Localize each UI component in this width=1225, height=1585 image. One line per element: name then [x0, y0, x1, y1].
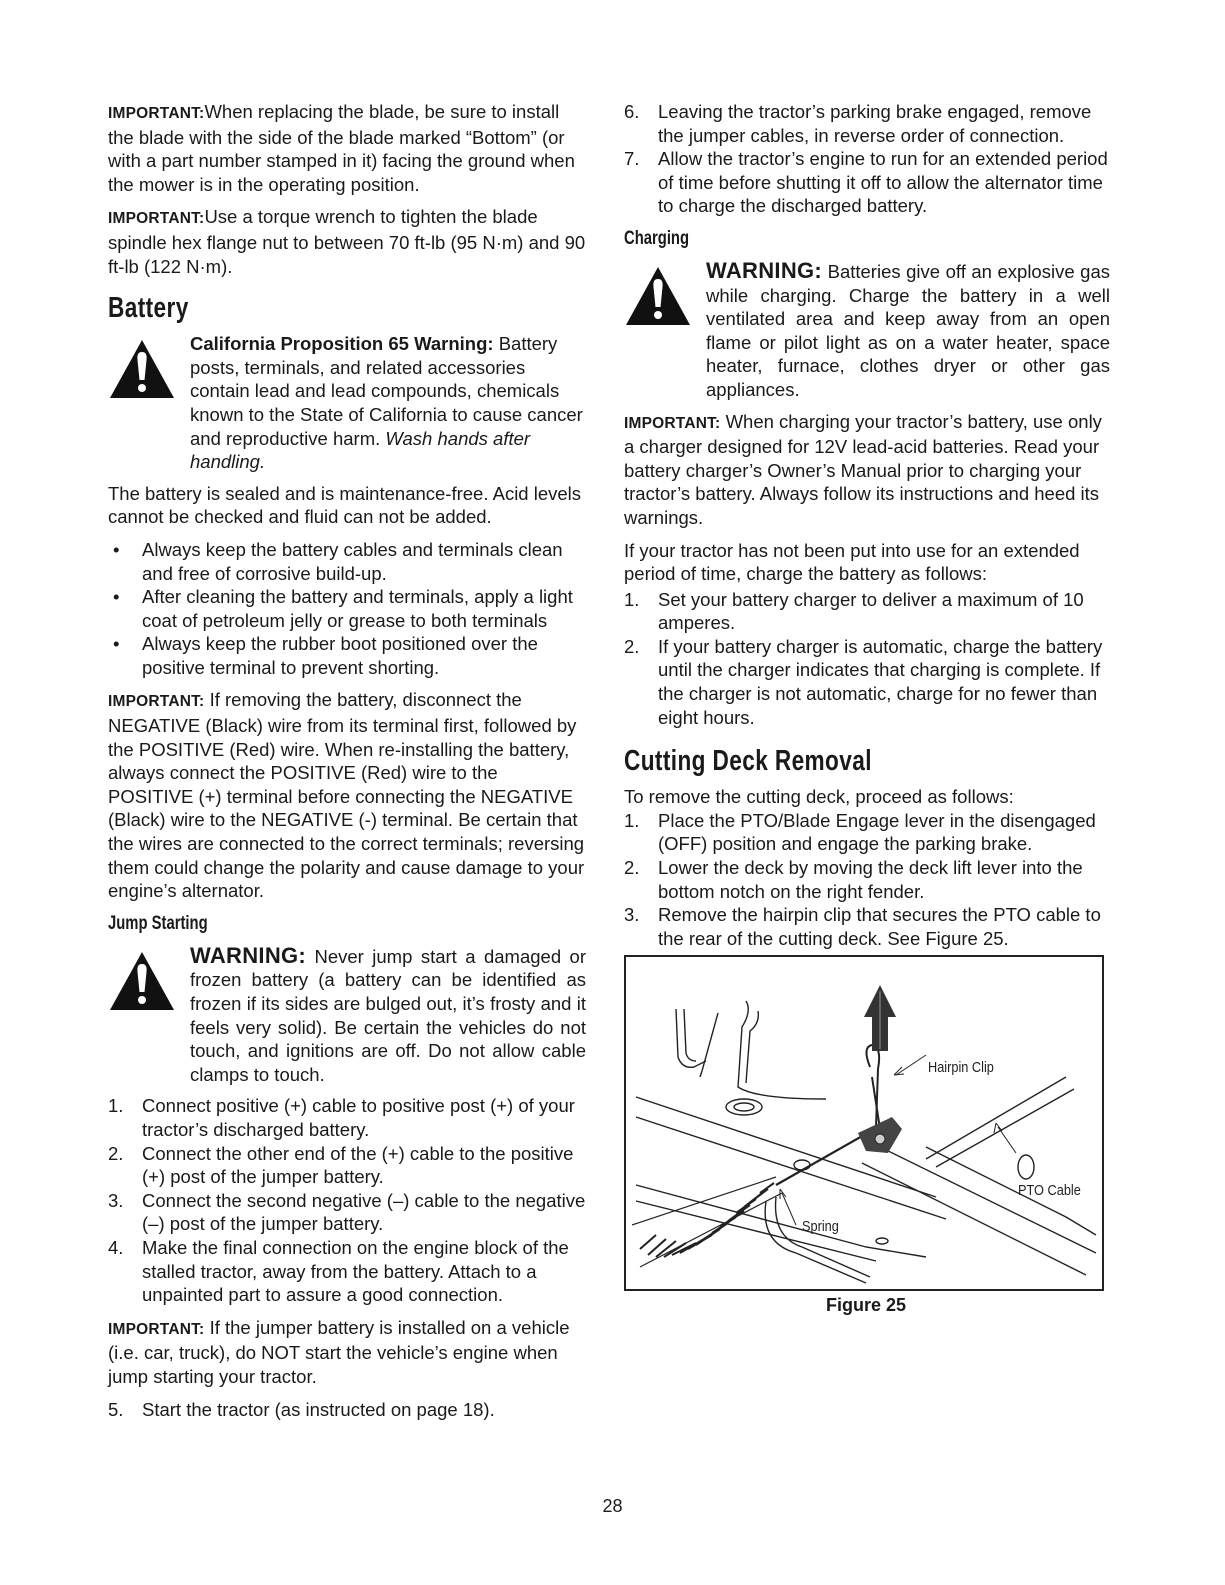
warning-text: Batteries give off an explosive gas while charging. Charge the battery in a well ventilated area and keep away from an open flame or pilot light as on a water heater, space heater, furnace, clothes dryer or other gas appliances. [706, 260, 1110, 400]
important-removing-note [108, 688, 586, 902]
warning-keyword: WARNING: [706, 257, 823, 283]
list-item [624, 809, 1110, 856]
battery-bullets [108, 538, 586, 680]
list-item [108, 1398, 586, 1422]
warning-triangle-icon [624, 265, 692, 327]
callout-hairpin-clip: Hairpin Clip [928, 1059, 994, 1077]
step-text: Make the final connection on the engine block of the stalled tractor, away from the battery. Attach to a unpainted part to assure a good connection. [142, 1236, 569, 1306]
important-label: IMPORTANT: [108, 210, 205, 228]
deck-intro: To remove the cutting deck, proceed as follows: [624, 786, 1014, 808]
step-number: 1. [108, 1095, 124, 1117]
warning-triangle-icon [108, 338, 176, 400]
jump-starting-heading: Jump Starting [108, 912, 208, 934]
list-item [108, 538, 586, 585]
jump-step-5 [108, 1398, 586, 1422]
step-text: Connect positive (+) cable to positive post (+) of your tractor’s discharged battery. [142, 1095, 575, 1140]
step-text: Allow the tractor’s engine to run for an extended period of time before shutting it off to allow the alternator time to charge the discharged battery. [658, 148, 1108, 217]
deck-illustration [626, 957, 1104, 1291]
list-item [108, 1142, 586, 1189]
warning-keyword: WARNING: [190, 942, 307, 968]
bullet-text: Always keep the rubber boot positioned over the positive terminal to prevent shorting. [142, 633, 538, 678]
step-text: If your battery charger is automatic, charge the battery until the charger indicates that charging is complete. If the charger is not automatic, charge for no fewer than eight hours. [658, 635, 1103, 728]
step-number: 3. [624, 904, 640, 926]
step-number: 7. [624, 148, 640, 170]
warning-triangle-icon [108, 950, 176, 1012]
important-text: If the jumper battery is installed on a vehicle (i.e. car, truck), do NOT start the vehicle’s engine when jump starting your tractor. [108, 1316, 570, 1387]
warning-text: Never jump start a damaged or frozen battery (a battery can be identified as frozen if its sides are bulged out, it’s frosty and it feels very solid). Be certain the vehicles do not touch, and ignitions are off. Do not allow cable clamps to touch. [190, 945, 586, 1085]
important-text: When replacing the blade, be sure to install the blade with the side of the blade marked “Bottom” (or with a part number stamped in it) facing the ground when the mower is in the operating position. [108, 101, 575, 195]
callout-pto-cable: PTO Cable [1018, 1182, 1081, 1200]
list-item [624, 903, 1110, 950]
list-item [108, 632, 586, 679]
prop65-warning [108, 332, 586, 474]
bullet-mark: • [113, 633, 120, 655]
jump-warning [108, 944, 586, 1087]
page-number: 28 [602, 1496, 623, 1516]
bullet-text: After cleaning the battery and terminals, apply a light coat of petroleum jelly or grease to both terminals [142, 586, 573, 631]
list-item [108, 1094, 586, 1141]
list-item [108, 585, 586, 632]
callout-spring: Spring [802, 1218, 839, 1236]
step-text: Lower the deck by moving the deck lift lever into the bottom notch on the right fender. [658, 857, 1083, 902]
step-text: Set your battery charger to deliver a maximum of 10 amperes. [658, 588, 1084, 634]
step-number: 6. [624, 101, 640, 122]
battery-heading: Battery [108, 292, 189, 325]
prop65-italic: Wash hands after handling. [190, 427, 531, 473]
important-blade-note [108, 100, 586, 196]
charging-warning [624, 259, 1110, 402]
figure-25 [624, 955, 1104, 1291]
jump-steps [108, 1094, 586, 1306]
extended-intro: If your tractor has not been put into use for an extended period of time, charge the battery as follows: [624, 539, 1080, 585]
battery-intro: The battery is sealed and is maintenance-free. Acid levels cannot be checked and fluid can not be added. [108, 482, 582, 528]
deck-steps [624, 809, 1110, 951]
list-item [108, 1189, 586, 1236]
figure-caption: Figure 25 [825, 1295, 907, 1316]
step-text: Remove the hairpin clip that secures the PTO cable to the rear of the cutting deck. See Figure 25. [658, 904, 1101, 949]
list-item [108, 1236, 586, 1307]
prop65-title: California Proposition 65 Warning: [190, 333, 494, 355]
charge-steps [624, 588, 1110, 730]
important-charging-note [624, 410, 1110, 530]
list-item [624, 147, 1110, 218]
step-text: Connect the second negative (–) cable to the negative (–) post of the jumper battery. [142, 1189, 586, 1235]
step-number: 2. [624, 635, 640, 657]
step-number: 3. [108, 1189, 124, 1211]
list-item [624, 588, 1110, 635]
list-item [624, 856, 1110, 903]
important-label: IMPORTANT: [624, 414, 721, 432]
step-text: Start the tractor (as instructed on page 18). [142, 1398, 495, 1420]
important-jumper-note [108, 1316, 586, 1389]
important-text: Use a torque wrench to tighten the blade spindle hex flange nut to between 70 ft-lb (95 N·m) and 90 ft-lb (122 N·m). [108, 206, 586, 277]
step-text: Leaving the tractor’s parking brake engaged, remove the jumper cables, in reverse order of connection. [658, 101, 1092, 146]
important-text: If removing the battery, disconnect the NEGATIVE (Black) wire from its terminal first, followed by the POSITIVE (Red) wire. When re-installing the battery, always connect the POSITIVE (Red) wire to the POSITIVE (+) terminal before connecting the NEGATIVE (Black) wire to the NEGATIVE (-) terminal. Be certain that the wires are connected to the correct terminals; reversing them could change the polarity and cause damage to your engine’s alternator. [108, 689, 585, 902]
step-number: 2. [624, 857, 640, 879]
important-label: IMPORTANT: [108, 105, 205, 122]
right-column [624, 100, 1110, 1318]
step-number: 2. [108, 1142, 124, 1164]
step-number: 1. [624, 809, 640, 831]
bullet-mark: • [113, 586, 120, 608]
step-number: 4. [108, 1236, 124, 1258]
bullet-text: Always keep the battery cables and terminals clean and free of corrosive build-up. [142, 538, 563, 584]
cutting-deck-heading: Cutting Deck Removal [624, 745, 872, 778]
important-torque-note [108, 205, 586, 278]
prop65-text: Battery posts, terminals, and related accessories contain lead and lead compounds, chemicals known to the State of California to cause cancer and reproductive harm. [190, 333, 583, 449]
charging-heading: Charging [624, 227, 690, 249]
list-item [624, 635, 1110, 729]
step-number: 5. [108, 1398, 124, 1420]
important-label: IMPORTANT: [108, 1320, 205, 1338]
bullet-mark: • [113, 538, 120, 560]
list-item [624, 100, 1110, 147]
step-text: Place the PTO/Blade Engage lever in the disengaged (OFF) position and engage the parking brake. [658, 809, 1096, 855]
step-number: 1. [624, 588, 640, 610]
important-text: When charging your tractor’s battery, use only a charger designed for 12V lead-acid batteries. Read your battery charger’s Owner’s Manual prior to charging your tractor’s battery. Always follow its instructions and heed its warnings. [624, 410, 1102, 528]
left-column [108, 100, 586, 1430]
step-text: Connect the other end of the (+) cable to the positive (+) post of the jumper battery. [142, 1142, 574, 1188]
important-label: IMPORTANT: [108, 693, 205, 711]
jump-steps-continued [624, 100, 1110, 218]
